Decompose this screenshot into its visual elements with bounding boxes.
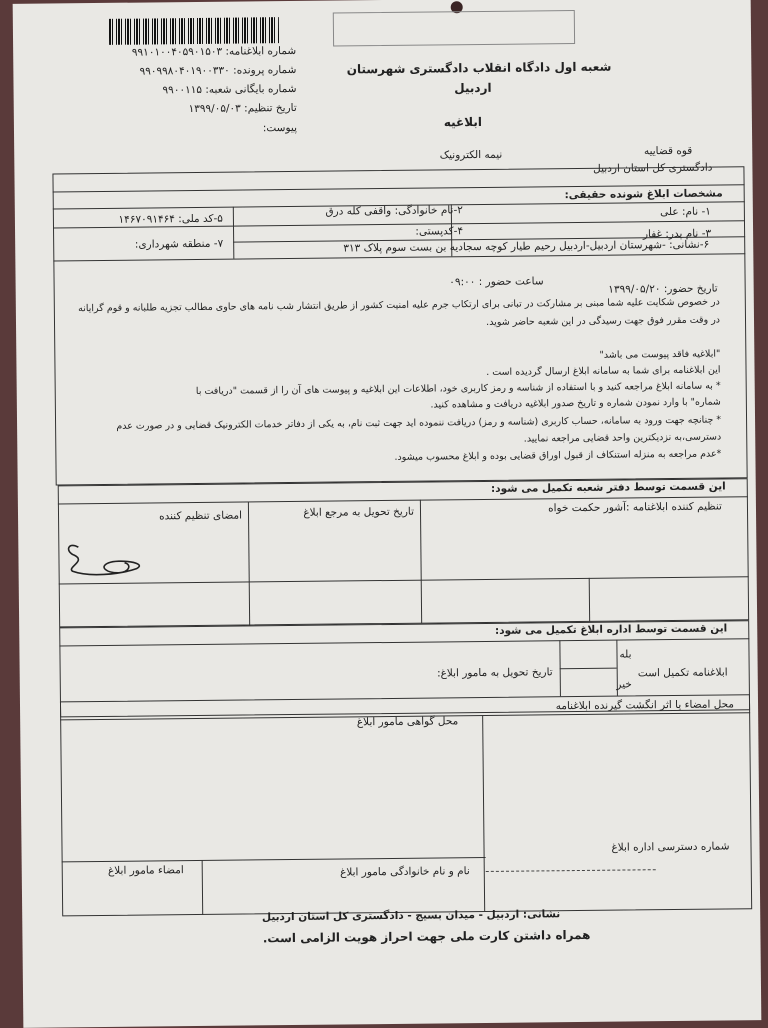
top-stamp-box	[333, 10, 575, 47]
justice-dept-label: دادگستری کل استان اردبیل	[593, 161, 713, 175]
barcode	[109, 17, 279, 45]
document-title: ابلاغیه	[443, 114, 482, 130]
footer-id-note: همراه داشتن کارت ملی جهت احراز هویت الزامی است.	[262, 927, 591, 946]
recipient-section-title: مشخصات ابلاغ شونده حقیقی:	[564, 187, 723, 202]
office-section-title: این قسمت توسط دفتر شعبه تکمیل می شود:	[490, 480, 726, 495]
note-refusal: *عدم مراجعه به منزله استنکاف از قبول اوراق قضایی بوده و ابلاغ محسوب میشود.	[394, 448, 722, 463]
postal-code: ۴-کدپستی:	[415, 225, 464, 238]
access-number-label: شماره دسترسی اداره ابلاغ	[611, 840, 730, 854]
footer-address: نشانی: اردبیل - میدان بسیج - دادگستری کل استان اردبیل	[261, 908, 561, 924]
last-name: ۲-نام خانوادگی: واقفی کله درق	[325, 204, 463, 218]
delivery-date-label: تاریخ تحویل به مرجع ابلاغ	[303, 505, 415, 519]
national-code: ۵-کد ملی: ۱۴۶۷۰۹۱۴۶۴	[118, 212, 223, 226]
no-option[interactable]: خیر	[616, 678, 632, 691]
note-instructions-4: دسترسی،به نزدیکترین واحد قضایی مراجعه نمایید.	[523, 431, 722, 445]
officer-signature-label: امضاء مامور ابلاغ	[107, 864, 184, 877]
father-name: ۳- نام پدر: غفار	[642, 227, 712, 241]
court-line-2: اردبیل	[454, 80, 492, 96]
address: ۶-نشانی: -شهرستان اردبیل-اردبیل رحیم طیار کوچه سجادیه بن بست سوم پلاک ۳۱۳	[343, 238, 710, 255]
attachment-label: پیوست:	[262, 121, 298, 135]
archive-number: شماره بایگانی شعبه: ۹۹۰۰۱۱۵	[162, 82, 297, 97]
note-instructions-3: * چنانچه جهت ورود به سامانه، حساب کاربری (شناسه و رمز) دریافت ننموده اید جهت ثبت نام، به یکی از دفاتر خدمات الکترونیک قضایی و در صورت عدم	[116, 414, 722, 432]
note-instructions-2: شماره" با وارد نمودن شماره و تاریخ صدور ابلاغیه دریافت و مشاهده کنید.	[430, 396, 721, 411]
note-instructions-1: * به سامانه ابلاغ مراجعه کنید و با استفاده از شناسه و رمز کاربری خود، اطلاعات این ابلاغیه و پیوست های آن را از قسمت "دریافت با	[195, 380, 721, 397]
body-paragraph-2: در وقت مقرر فوق جهت رسیدگی در این شعبه حاضر شوید.	[486, 314, 721, 328]
issue-date: تاریخ تنظیم: ۱۳۹۹/۰۵/۰۳	[188, 101, 297, 116]
note-sent: این ابلاغنامه برای شما به سامانه ابلاغ ارسال گردیده است .	[486, 364, 721, 378]
handwritten-signature	[58, 532, 159, 583]
completed-label: ابلاغنامه تکمیل است	[637, 666, 728, 680]
preparer-signature-label: امضای تنظیم کننده	[159, 509, 243, 523]
yes-option[interactable]: بله	[619, 648, 632, 661]
dept-section-title: این قسمت توسط اداره ابلاغ تکمیل می شود:	[494, 622, 728, 637]
document-page	[13, 0, 762, 1028]
notice-number: شماره ابلاغنامه: ۹۹۱۰۱۰۰۴۰۵۹۰۱۵۰۳	[131, 44, 297, 59]
officer-name-label: نام و نام خانوادگی مامور ابلاغ	[340, 865, 470, 879]
body-paragraph-1: در خصوص شکایت علیه شما مبنی بر مشارکت در تبانی برای ارتکاب جرم علیه امنیت کشور از طریق انتشار شب نامه های حاوی مطالب تجزیه طلبانه و قوم گرایانه	[78, 296, 720, 315]
recipient-signature-label: محل امضاء یا اثر انگشت گیرنده ابلاغنامه	[555, 698, 735, 713]
first-name: ۱- نام: علی	[660, 205, 711, 219]
court-line-1: شعبه اول دادگاه انقلاب دادگستری شهرستان	[346, 59, 612, 77]
note-no-attachment: "ابلاغیه فاقد پیوست می باشد"	[599, 348, 721, 361]
electronic-label: نیمه الکترونیک	[439, 148, 503, 162]
municipal-zone: ۷- منطقه شهرداری:	[134, 237, 224, 251]
delivery-to-officer-label: تاریخ تحویل به مامور ابلاغ:	[436, 666, 553, 680]
case-number: شماره پرونده: ۹۹۰۹۹۸۰۴۰۱۹۰۰۳۳۰	[139, 63, 297, 78]
prepared-by: تنظیم کننده ابلاغنامه :آشور حکمت خواه	[548, 500, 723, 515]
appearance-date: تاریخ حضور: ۱۳۹۹/۰۵/۲۰	[608, 282, 718, 296]
appearance-time: ساعت حضور : ۰۹:۰۰	[449, 275, 544, 289]
witness-place-label: محل گواهی مامور ابلاغ	[356, 715, 459, 729]
judiciary-label: قوه قضاییه	[643, 144, 693, 158]
